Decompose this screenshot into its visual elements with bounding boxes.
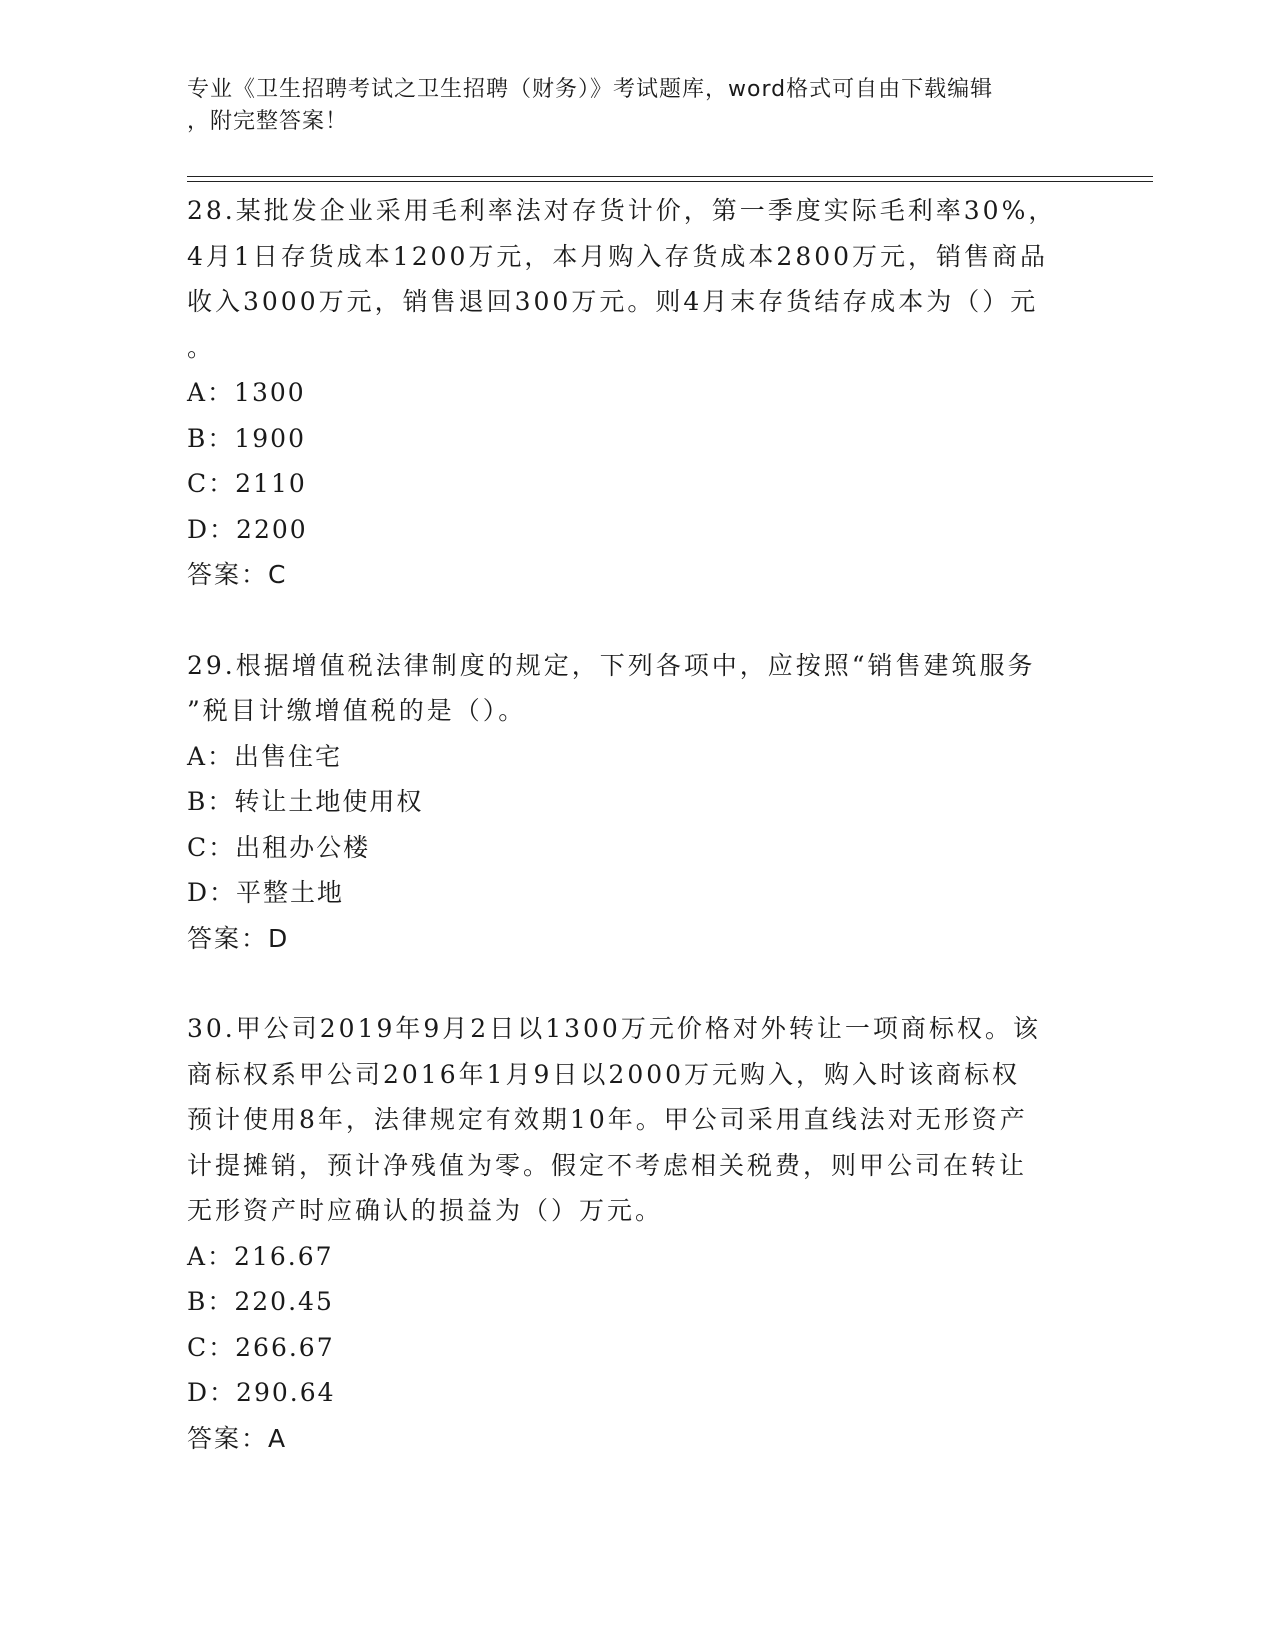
question-text-line: 收入3000万元，销售退回300万元。则4月末存货结存成本为（）元 xyxy=(187,287,1039,316)
question-text-line: 预计使用8年，法律规定有效期10年。甲公司采用直线法对无形资产 xyxy=(187,1105,1028,1134)
option-d: D：平整土地 xyxy=(187,878,345,907)
question-text-line: 29.根据增值税法律制度的规定，下列各项中，应按照“销售建筑服务 xyxy=(187,650,1036,680)
option-d: D：290.64 xyxy=(187,1378,336,1407)
question-28 xyxy=(187,188,1077,598)
document-header xyxy=(187,74,1067,138)
header-divider-bottom xyxy=(187,181,1153,182)
option-c: C：出租办公楼 xyxy=(187,832,371,862)
option-c: C：2110 xyxy=(187,469,307,498)
answer-line: 答案：A xyxy=(187,1423,288,1453)
option-a: A：216.67 xyxy=(187,1241,334,1271)
header-line-1: 专业《卫生招聘考试之卫生招聘（财务）》考试题库，word格式可自由下载编辑 xyxy=(187,77,994,102)
question-30 xyxy=(187,1006,1077,1461)
question-text-line: 4月1日存货成本1200万元，本月购入存货成本2800万元，销售商品 xyxy=(187,241,1049,271)
question-spacer xyxy=(187,598,1077,643)
question-list xyxy=(187,188,1077,1461)
option-a: A：出售住宅 xyxy=(187,741,343,771)
answer-line: 答案：D xyxy=(187,923,290,953)
question-text-line: 28.某批发企业采用毛利率法对存货计价，第一季度实际毛利率30%， xyxy=(187,196,1057,225)
option-b: B：转让土地使用权 xyxy=(187,787,424,816)
answer-line: 答案：C xyxy=(187,560,288,589)
question-text-line: 商标权系甲公司2016年1月9日以2000万元购入，购入时该商标权 xyxy=(187,1059,1021,1089)
question-text-line: 无形资产时应确认的损益为（）万元。 xyxy=(187,1196,664,1225)
question-text-line: 30.甲公司2019年9月2日以1300万元价格对外转让一项商标权。该 xyxy=(187,1014,1041,1043)
header-line-2: ，附完整答案！ xyxy=(187,109,349,134)
question-spacer xyxy=(187,961,1077,1006)
option-b: B：220.45 xyxy=(187,1287,334,1316)
question-text-line: 。 xyxy=(187,332,216,362)
question-29 xyxy=(187,643,1077,962)
question-text-line: 计提摊销，预计净残值为零。假定不考虑相关税费，则甲公司在转让 xyxy=(187,1150,1028,1180)
option-c: C：266.67 xyxy=(187,1332,335,1362)
option-b: B：1900 xyxy=(187,423,306,453)
question-text-line: ”税目计缴增值税的是（）。 xyxy=(187,696,527,725)
header-divider-top xyxy=(187,176,1153,177)
option-d: D：2200 xyxy=(187,514,308,544)
option-a: A：1300 xyxy=(187,378,306,407)
